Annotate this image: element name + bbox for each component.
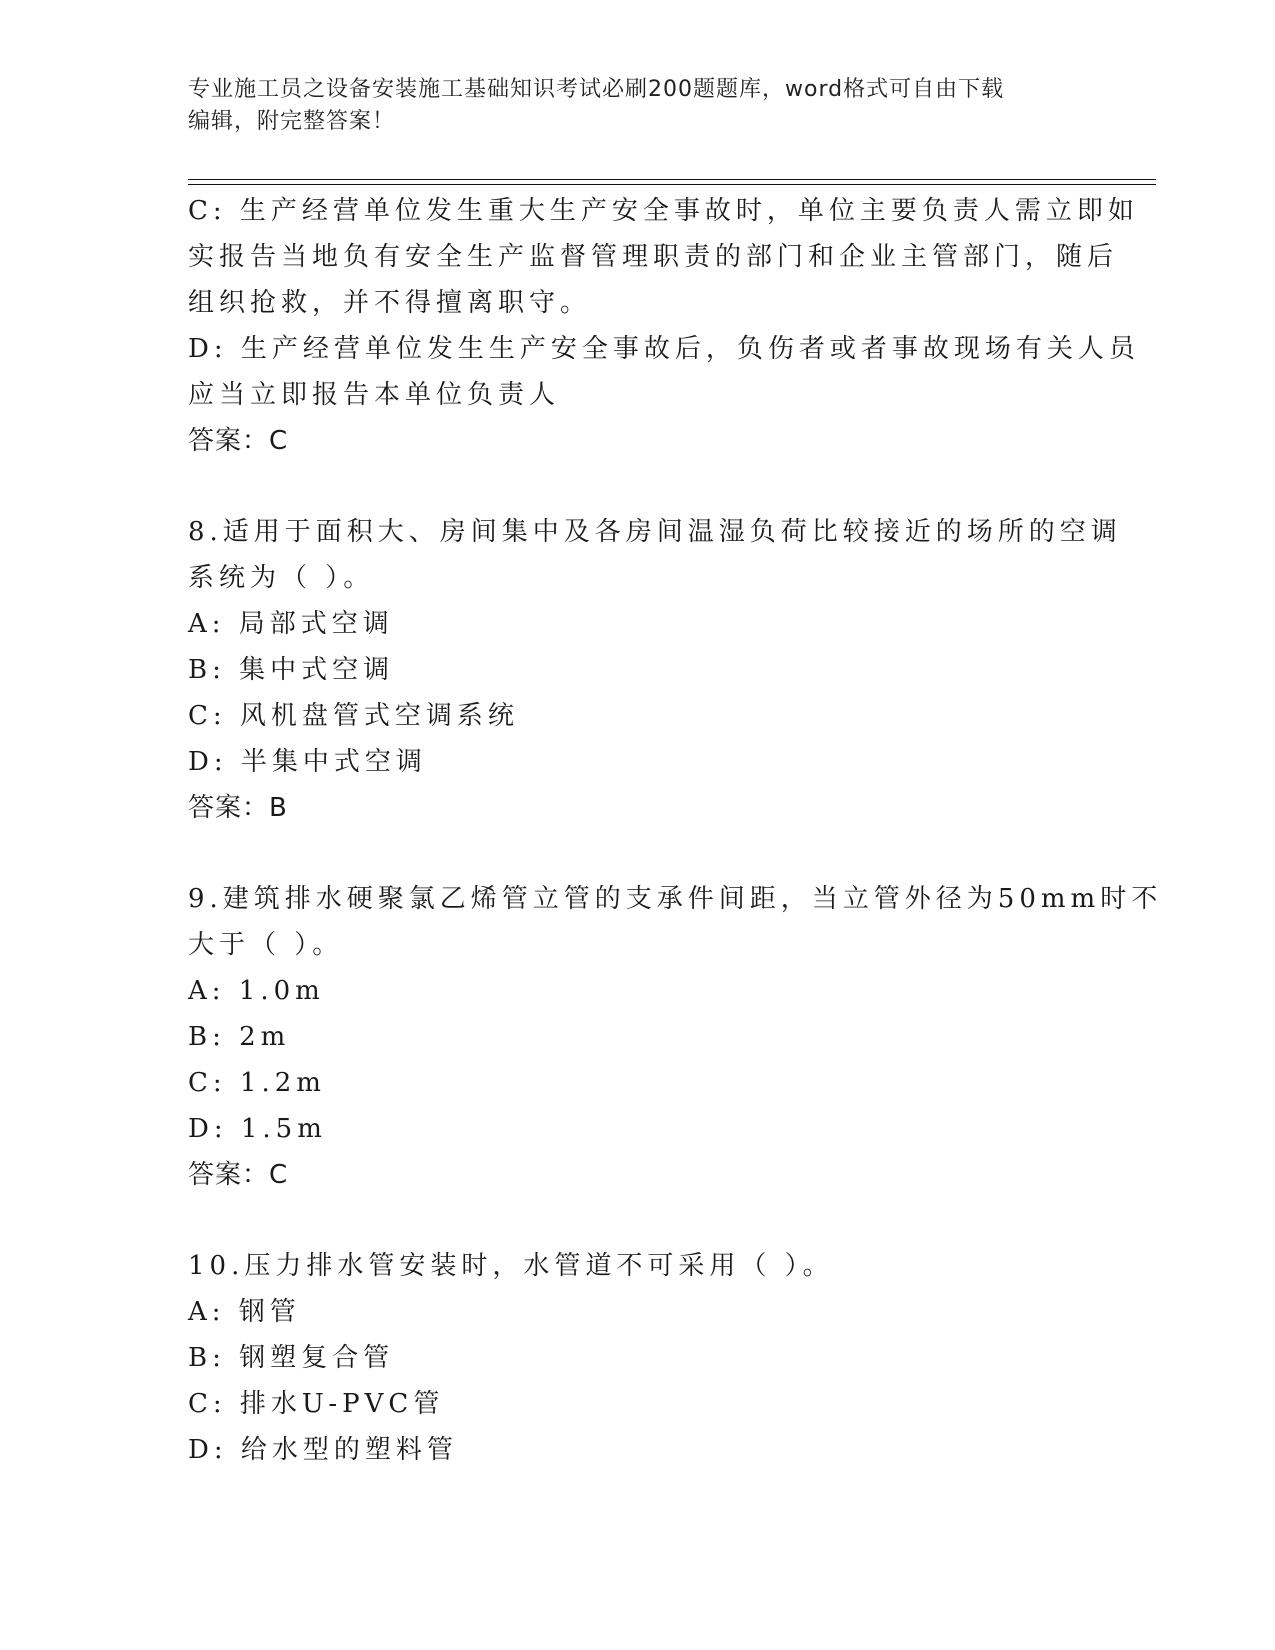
question-9-stem-line-1: 9.建筑排水硬聚氯乙烯管立管的支承件间距，当立管外径为50mm时不 bbox=[188, 884, 1163, 914]
question-8-stem-line-2: 系统为（ ）。 bbox=[188, 563, 375, 593]
question-spacer bbox=[188, 464, 1088, 509]
question-9-option-c: C: 1.2m bbox=[188, 1068, 326, 1098]
answer-label: 答案：C bbox=[188, 426, 289, 456]
question-spacer bbox=[188, 1198, 1088, 1243]
question-8-option-b: B: 集中式空调 bbox=[188, 655, 395, 685]
header-title-line-1: 专业施工员之设备安装施工基础知识考试必刷200题题库，word格式可自由下载 bbox=[188, 77, 1005, 102]
question-10-option-d: D: 给水型的塑料管 bbox=[188, 1435, 458, 1465]
question-9-option-b: B: 2m bbox=[188, 1022, 291, 1052]
question-9-option-d: D: 1.5m bbox=[188, 1114, 327, 1144]
question-9-block bbox=[188, 876, 1163, 1198]
question-content bbox=[188, 188, 1163, 1473]
question-10-option-a: A: 钢管 bbox=[188, 1297, 301, 1327]
question-10-option-b: B: 钢塑复合管 bbox=[188, 1343, 395, 1373]
option-d-line-2: 应当立即报告本单位负责人 bbox=[188, 380, 561, 410]
question-10-option-c: C: 排水U-PVC管 bbox=[188, 1389, 445, 1419]
option-c-line-2: 实报告当地负有安全生产监督管理职责的部门和企业主管部门，随后 bbox=[188, 242, 1119, 272]
option-c-line-1: C: 生产经营单位发生重大生产安全事故时，单位主要负责人需立即如 bbox=[188, 196, 1139, 226]
question-9-option-a: A: 1.0m bbox=[188, 976, 325, 1006]
prev-question-block bbox=[188, 188, 1140, 464]
option-c-line-3: 组织抢救，并不得擅离职守。 bbox=[188, 288, 592, 318]
document-header bbox=[188, 74, 1068, 138]
header-divider-bottom bbox=[188, 184, 1156, 185]
question-8-answer: 答案：B bbox=[188, 793, 288, 823]
question-10-block bbox=[188, 1243, 1088, 1473]
question-9-answer: 答案：C bbox=[188, 1160, 289, 1190]
question-8-block bbox=[188, 509, 1122, 831]
question-spacer bbox=[188, 831, 1088, 876]
question-10-stem-line-1: 10.压力排水管安装时，水管道不可采用（ ）。 bbox=[188, 1251, 834, 1281]
header-divider-top bbox=[188, 179, 1156, 180]
question-8-stem-line-1: 8.适用于面积大、房间集中及各房间温湿负荷比较接近的场所的空调 bbox=[188, 517, 1122, 547]
header-title-line-2: 编辑，附完整答案！ bbox=[188, 109, 396, 134]
question-8-option-c: C: 风机盘管式空调系统 bbox=[188, 701, 519, 731]
question-8-option-d: D: 半集中式空调 bbox=[188, 747, 427, 777]
question-8-option-a: A: 局部式空调 bbox=[188, 609, 394, 639]
question-9-stem-line-2: 大于（ ）。 bbox=[188, 930, 344, 960]
option-d-line-1: D: 生产经营单位发生生产安全事故后，负伤者或者事故现场有关人员 bbox=[188, 334, 1140, 364]
